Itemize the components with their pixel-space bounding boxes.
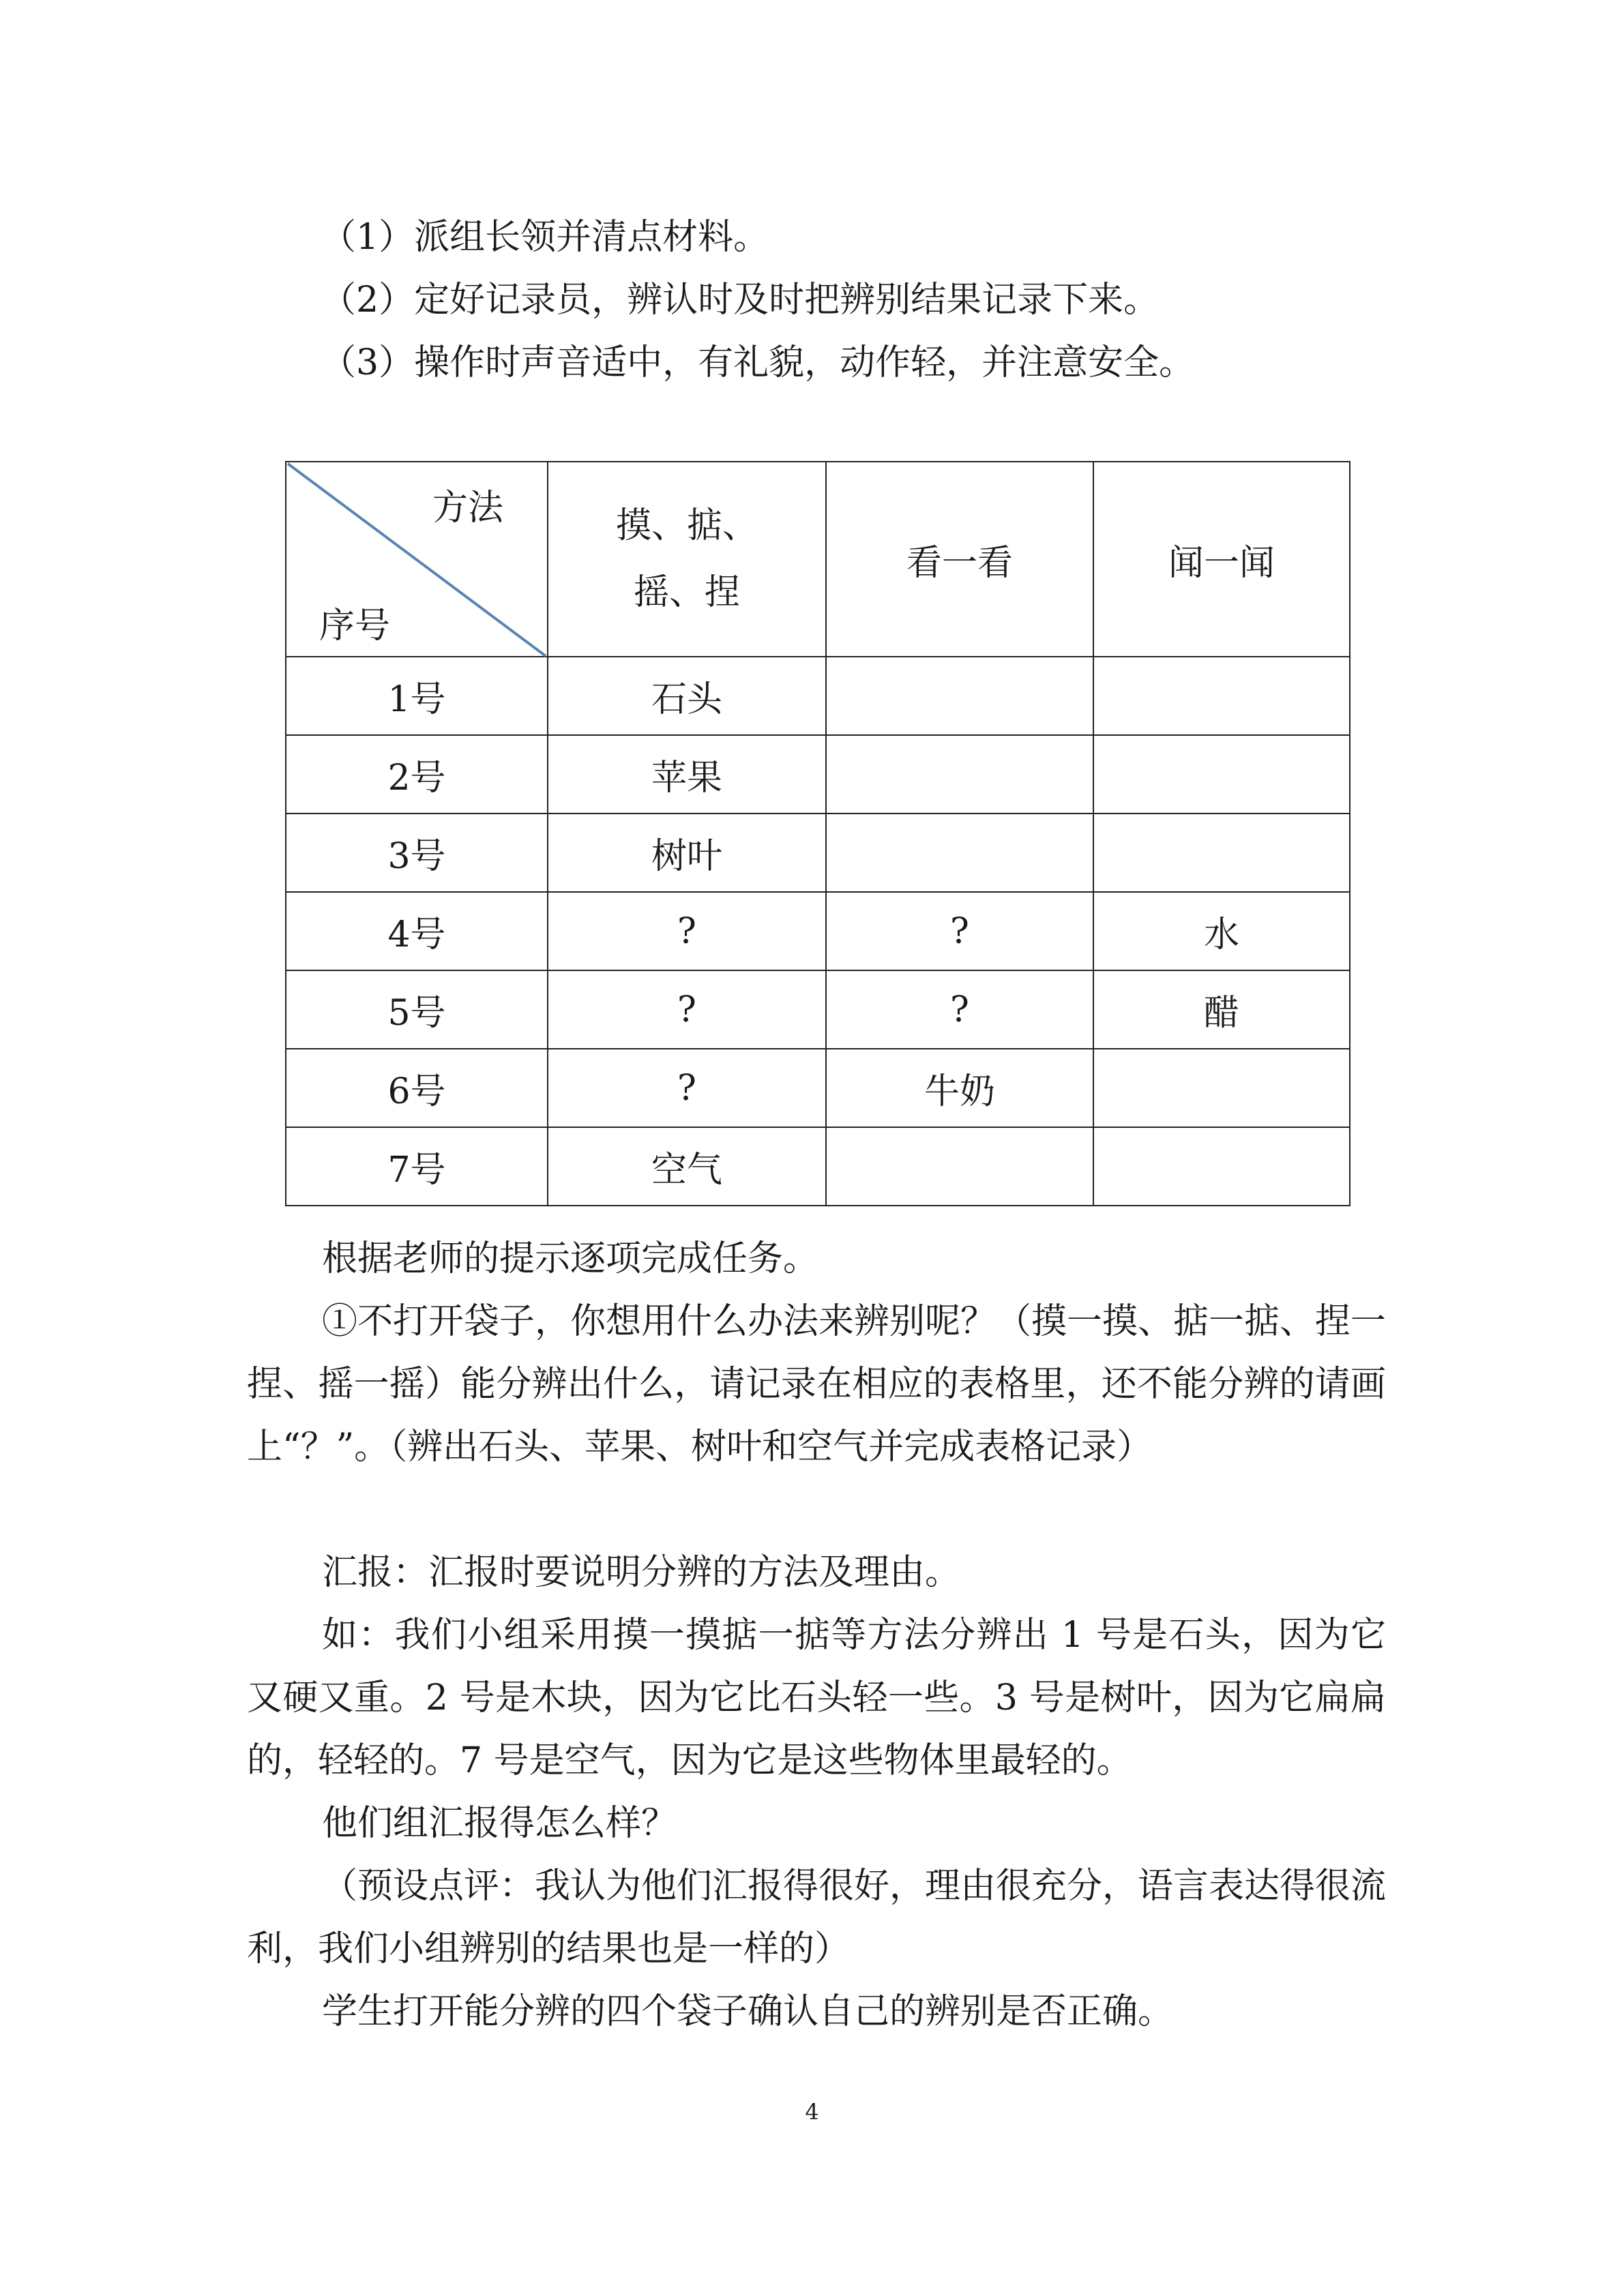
corner-label-number: 序号 (319, 606, 391, 646)
rule-1: （1）派组长领并清点材料。 (321, 217, 769, 258)
paragraph-task-intro: 根据老师的提示逐项完成任务。 (322, 1238, 819, 1279)
cell-touch: 树叶 (548, 814, 826, 892)
cell-smell (1093, 1127, 1350, 1206)
rule-3: （3）操作时声音适中，有礼貌，动作轻，并注意安全。 (321, 342, 1195, 383)
row-number: 5号 (286, 970, 548, 1049)
cell-smell (1093, 657, 1350, 735)
cell-touch: ? (548, 970, 826, 1049)
row-number: 3号 (286, 814, 548, 892)
paragraph-example: 如：我们小组采用摸一摸掂一掂等方法分辨出 1 号是石头，因为它又硬又重。2 号是木块，因为它比石头轻一些。3 号是树叶，因为它扁扁的，轻轻的。7 号是空气，因为它是这些物体里最轻的。 (247, 1615, 1386, 1781)
cell-touch: 石头 (548, 657, 826, 735)
cell-touch: ? (548, 1049, 826, 1127)
table-row (286, 892, 1350, 970)
cell-smell: 水 (1093, 892, 1350, 970)
table-row (286, 970, 1350, 1049)
cell-look (826, 814, 1093, 892)
cell-touch: 苹果 (548, 735, 826, 814)
table-header-row (286, 462, 1350, 657)
cell-smell: 醋 (1093, 970, 1350, 1049)
row-number: 1号 (286, 657, 548, 735)
header-method-look: 看一看 (826, 462, 1093, 657)
row-number: 4号 (286, 892, 548, 970)
cell-look (826, 657, 1093, 735)
cell-touch: ? (548, 892, 826, 970)
paragraph-report: 汇报：汇报时要说明分辨的方法及理由。 (322, 1552, 961, 1593)
cell-touch: 空气 (548, 1127, 826, 1206)
header-method-smell: 闻一闻 (1093, 462, 1350, 657)
cell-smell (1093, 1049, 1350, 1127)
cell-look: ? (826, 892, 1093, 970)
cell-smell (1093, 735, 1350, 814)
header-method-touch (548, 462, 826, 657)
table-row (286, 1049, 1350, 1127)
table-row (286, 1127, 1350, 1206)
row-number: 2号 (286, 735, 548, 814)
page-number: 4 (805, 2099, 819, 2125)
cell-look (826, 1127, 1093, 1206)
cell-look: 牛奶 (826, 1049, 1093, 1127)
row-number: 6号 (286, 1049, 548, 1127)
row-number: 7号 (286, 1127, 548, 1206)
table-row (286, 657, 1350, 735)
paragraph-comment: （预设点评：我认为他们汇报得很好，理由很充分，语言表达得很流利，我们小组辨别的结果也是一样的） (247, 1866, 1387, 1969)
cell-look: ? (826, 970, 1093, 1049)
record-table (285, 461, 1350, 1206)
cell-smell (1093, 814, 1350, 892)
paragraph-conclusion: 学生打开能分辨的四个袋子确认自己的辨别是否正确。 (322, 1991, 1174, 2032)
rule-2: （2）定好记录员，辨认时及时把辨别结果记录下来。 (321, 280, 1160, 320)
paragraph-step-one: ①不打开袋子，你想用什么办法来辨别呢？（摸一摸、掂一掂、捏一捏、摇一摇）能分辨出什么，请记录在相应的表格里，还不能分辨的请画上“？”。（辨出石头、苹果、树叶和空气并完成表格记录） (247, 1301, 1387, 1467)
table-row (286, 814, 1350, 892)
corner-cell (286, 462, 548, 657)
corner-label-method: 方法 (432, 488, 503, 528)
paragraph-question: 他们组汇报得怎么样？ (322, 1803, 677, 1844)
header-method-touch-line1: 摸、掂、 (615, 505, 758, 546)
header-method-touch-line2: 摇、捏 (633, 572, 740, 613)
cell-look (826, 735, 1093, 814)
table-row (286, 735, 1350, 814)
